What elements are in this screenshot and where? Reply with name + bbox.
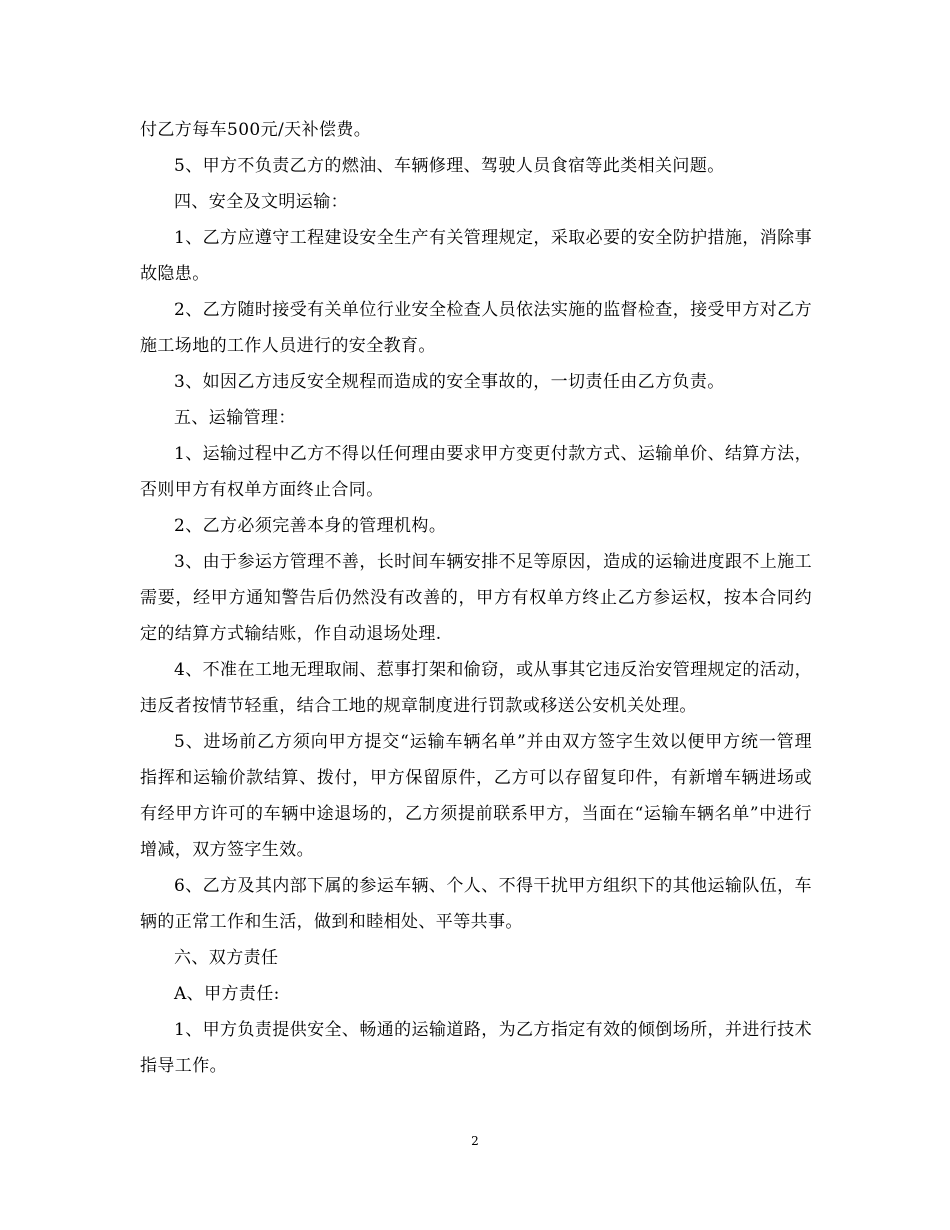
paragraph: 3、由于参运方管理不善，长时间车辆安排不足等原因，造成的运输进度跟不上施工需要，经甲方通知警告后仍然没有改善的，甲方有权单方终止乙方参运权，按本合同约定的结算方式输结账，作自动退场处理. (140, 552, 812, 644)
paragraph: 5、甲方不负责乙方的燃油、车辆修理、驾驶人员食宿等此类相关问题。 (174, 156, 725, 176)
paragraph: 六、双方责任 (174, 948, 279, 968)
document-body (140, 112, 812, 1084)
paragraph: 五、运输管理： (174, 408, 296, 428)
paragraph: 1、乙方应遵守工程建设安全生产有关管理规定，采取必要的安全防护措施，消除事故隐患。 (140, 228, 812, 284)
paragraph: A、甲方责任: (174, 984, 280, 1004)
paragraph: 2、乙方必须完善本身的管理机构。 (174, 516, 447, 536)
paragraph: 1、运输过程中乙方不得以任何理由要求甲方变更付款方式、运输单价、结算方法，否则甲方有权单方面终止合同。 (140, 444, 812, 500)
paragraph: 4、不准在工地无理取闹、惹事打架和偷窃，或从事其它违反治安管理规定的活动，违反者按情节轻重，结合工地的规章制度进行罚款或移送公安机关处理。 (140, 660, 812, 716)
paragraph: 3、如因乙方违反安全规程而造成的安全事故的，一切责任由乙方负责。 (174, 372, 725, 392)
paragraph: 5、进场前乙方须向甲方提交“运输车辆名单”并由双方签字生效以便甲方统一管理指挥和运输价款结算、拨付，甲方保留原件，乙方可以存留复印件，有新增车辆进场或有经甲方许可的车辆中途退场的，乙方须提前联系甲方，当面在“运输车辆名单”中进行增减，双方签字生效。 (140, 732, 812, 860)
paragraph: 1、甲方负责提供安全、畅通的运输道路，为乙方指定有效的倾倒场所，并进行技术指导工作。 (140, 1020, 812, 1076)
paragraph: 6、乙方及其内部下属的参运车辆、个人、不得干扰甲方组织下的其他运输队伍，车辆的正常工作和生活，做到和睦相处、平等共事。 (140, 876, 812, 932)
paragraph: 四、安全及文明运输： (174, 192, 348, 212)
paragraph: 付乙方每车500元/天补偿费。 (140, 120, 372, 140)
paragraph: 2、乙方随时接受有关单位行业安全检查人员依法实施的监督检查，接受甲方对乙方施工场地的工作人员进行的安全教育。 (140, 300, 812, 356)
page-number: 2 (471, 1134, 479, 1148)
